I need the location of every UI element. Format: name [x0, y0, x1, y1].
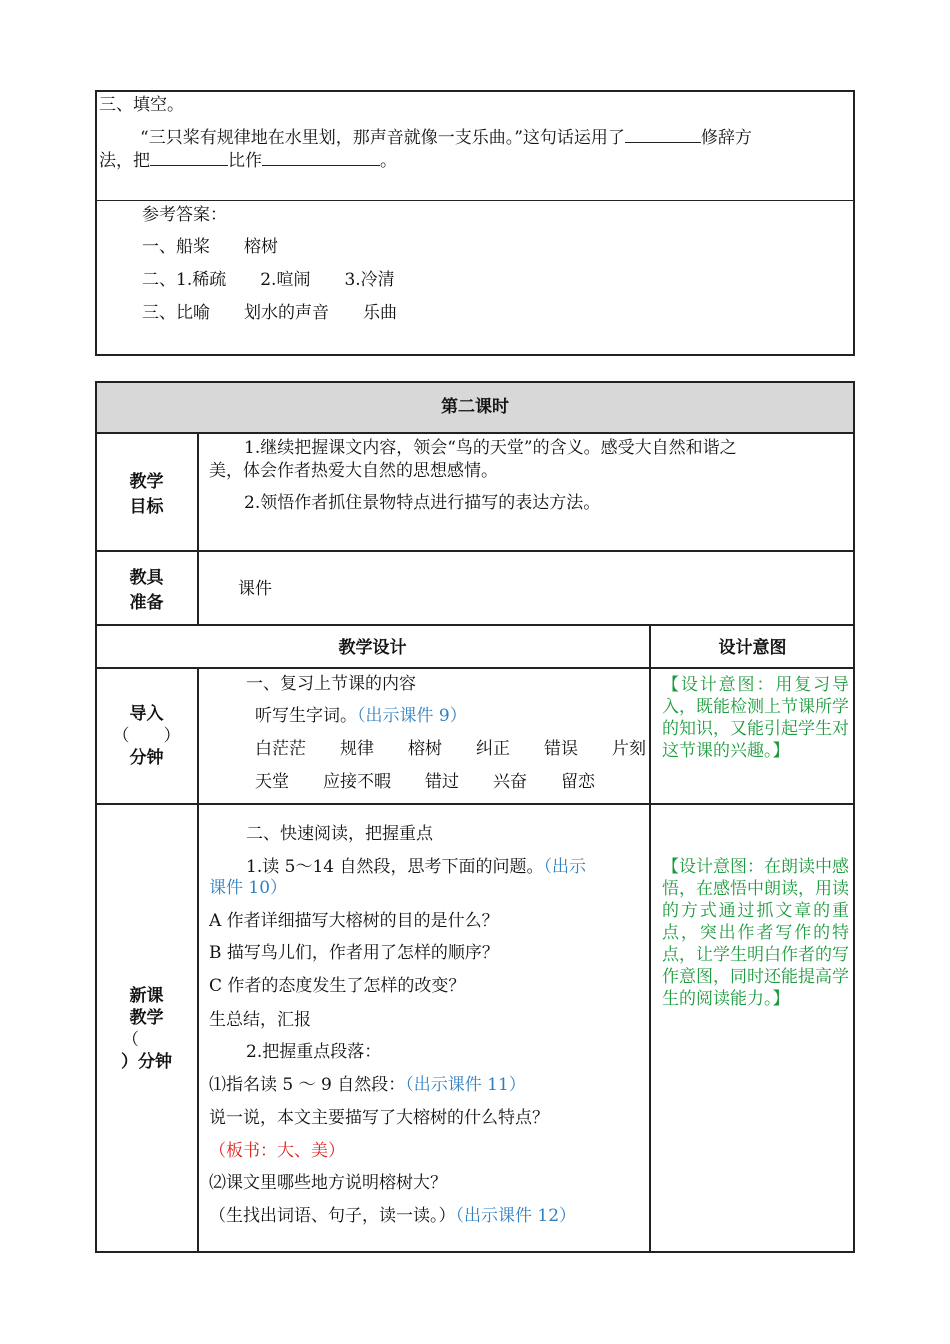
new-line-8: 2.把握重点段落：	[246, 1042, 382, 1062]
row-line	[95, 432, 855, 434]
new-label-4: ）分钟	[121, 1052, 172, 1072]
courseware-ref: （出示课件 11）	[405, 1075, 526, 1095]
row-line	[95, 803, 855, 805]
col-line	[197, 667, 199, 1253]
goal-1-line-1: 1.继续把握课文内容，领会“鸟的天堂”的含义。感受大自然和谐之	[244, 438, 737, 458]
new-line-4: A 作者详细描写大榕树的目的是什么？	[209, 911, 499, 931]
intro-label-1: 导入	[129, 704, 164, 724]
intro-line-2	[255, 705, 467, 727]
question-text-2b: 比作	[228, 151, 262, 171]
row-line	[95, 624, 855, 626]
answers-title: 参考答案：	[142, 205, 227, 225]
intro-line-1: 一、复习上节课的内容	[246, 674, 416, 694]
intro-label-3: 分钟	[129, 748, 164, 768]
new-line-2-text: 1.读 5～14 自然段，思考下面的问题。	[246, 857, 544, 877]
question-line-1	[140, 126, 752, 149]
new-line-12: ⑵课文里哪些地方说明榕树大？	[209, 1173, 447, 1193]
answer-line-1: 一、船桨 榕树	[142, 237, 278, 257]
col-intent-header: 设计意图	[718, 638, 787, 658]
new-label-1: 新课	[129, 986, 164, 1006]
new-lesson-label	[96, 805, 197, 1253]
courseware-ref: （出示课件 12）	[455, 1206, 577, 1226]
courseware-ref: （出示	[543, 857, 586, 877]
intro-intent: 【设计意图：用复习导入，既能检测上节课所学的知识，又能引起学生对这节课的兴趣。】	[662, 675, 849, 761]
new-line-9	[209, 1074, 526, 1096]
courseware-ref: （出示课件 9）	[357, 706, 467, 726]
question-line-2	[99, 149, 397, 172]
new-line-10: 说一说，本文主要描写了大榕树的什么特点？	[209, 1108, 549, 1128]
question-text-1b: 修辞方	[700, 128, 752, 148]
blank-1	[625, 126, 701, 143]
goals-label	[96, 434, 197, 550]
blank-2	[150, 149, 228, 166]
new-line-3: 课件 10）	[209, 878, 288, 898]
intro-line-3: 白茫茫 规律 榕树 纠正 错误 片刻	[255, 739, 646, 759]
new-label-2: 教学	[129, 1008, 164, 1028]
tools-label-2: 准备	[129, 593, 164, 613]
new-lesson-intent: 【设计意图：在朗读中感悟，在感悟中朗读，用读的方式通过抓文章的重点，突出作者写作的特点，让学生明白作者的写作意图，同时还能提高学生的阅读能力。】	[662, 857, 849, 1009]
intro-line-4: 天堂 应接不暇 错过 兴奋 留恋	[255, 772, 595, 792]
goals-label-2: 目标	[129, 497, 164, 517]
tools-label-1: 教具	[129, 568, 164, 588]
divider	[95, 200, 855, 201]
col-line	[197, 432, 199, 626]
answer-line-2: 二、1.稀疏 2.喧闹 3.冷清	[142, 270, 395, 290]
row-line	[95, 667, 855, 669]
question-text-2a: 法，把	[99, 151, 150, 171]
blank-3	[262, 149, 380, 166]
answer-line-3: 三、比喻 划水的声音 乐曲	[142, 303, 397, 323]
tools-label	[96, 552, 197, 624]
intro-label-2: （ ）	[112, 726, 181, 746]
col-design-header: 教学设计	[338, 638, 407, 658]
intro-line-2-text: 听写生字词。	[255, 706, 357, 726]
question-text-1: “三只桨有规律地在水里划，那声音就像一支乐曲。”这句话运用了	[140, 128, 625, 148]
new-line-9-text: ⑴指名读 5 ～ 9 自然段：	[209, 1075, 406, 1095]
col-line	[649, 624, 651, 1253]
row-line	[95, 550, 855, 552]
question-text-2c: 。	[380, 151, 397, 171]
lesson-title: 第二课时	[441, 397, 509, 417]
new-line-7: 生总结，汇报	[209, 1010, 311, 1030]
goal-1-line-2: 美，体会作者热爱大自然的思想感情。	[209, 461, 498, 481]
intro-label	[96, 669, 197, 803]
new-line-13-text: （生找出词语、句子，读一读。）	[209, 1206, 456, 1226]
new-line-6: C 作者的态度发生了怎样的改变？	[209, 976, 466, 996]
new-label-3: （	[122, 1030, 139, 1050]
goals-label-1: 教学	[129, 472, 164, 492]
new-line-11: （板书：大、美）	[209, 1141, 345, 1161]
new-line-13	[209, 1205, 576, 1227]
tools-value: 课件	[238, 579, 272, 599]
new-line-1: 二、快速阅读，把握重点	[246, 824, 433, 844]
new-line-2	[246, 856, 586, 878]
new-line-5: B 描写鸟儿们，作者用了怎样的顺序？	[209, 943, 499, 963]
section-title: 三、填空。	[99, 95, 184, 115]
goal-2: 2.领悟作者抓住景物特点进行描写的表达方法。	[244, 493, 601, 513]
